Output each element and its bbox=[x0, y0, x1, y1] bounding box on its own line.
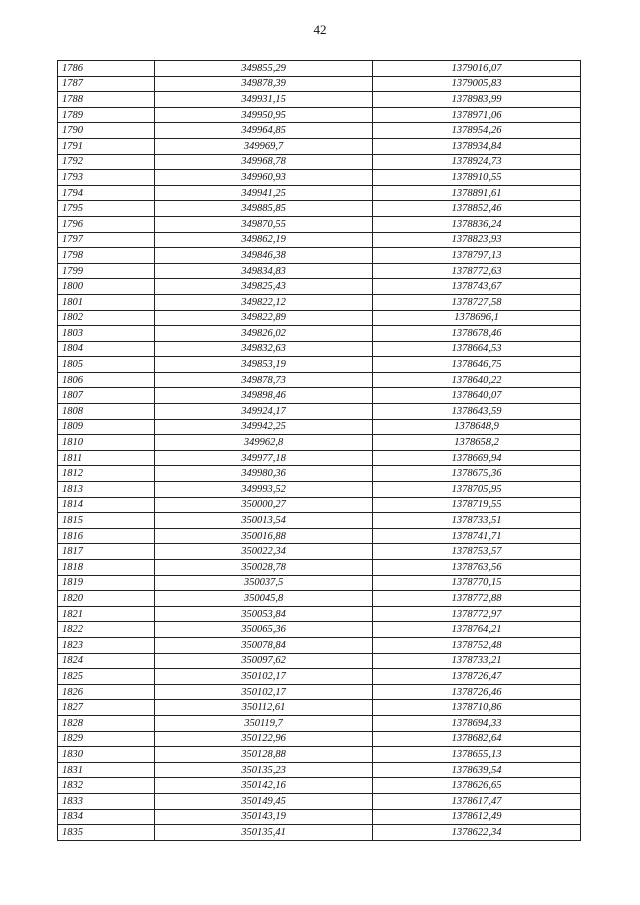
y-coordinate-cell: 1378924,73 bbox=[373, 154, 581, 170]
y-coordinate-cell: 1378797,13 bbox=[373, 248, 581, 264]
table-row bbox=[58, 762, 581, 778]
point-number-cell: 1788 bbox=[58, 92, 155, 108]
point-number-cell: 1819 bbox=[58, 575, 155, 591]
y-coordinate-cell: 1378640,07 bbox=[373, 388, 581, 404]
table-row bbox=[58, 653, 581, 669]
x-coordinate-cell: 349931,15 bbox=[155, 92, 373, 108]
point-number-cell: 1821 bbox=[58, 606, 155, 622]
table-row bbox=[58, 637, 581, 653]
y-coordinate-cell: 1378682,64 bbox=[373, 731, 581, 747]
y-coordinate-cell: 1378612,49 bbox=[373, 809, 581, 825]
x-coordinate-cell: 349822,89 bbox=[155, 310, 373, 326]
x-coordinate-cell: 350097,62 bbox=[155, 653, 373, 669]
y-coordinate-cell: 1378836,24 bbox=[373, 216, 581, 232]
point-number-cell: 1787 bbox=[58, 76, 155, 92]
x-coordinate-cell: 350000,27 bbox=[155, 497, 373, 513]
table-row bbox=[58, 731, 581, 747]
point-number-cell: 1835 bbox=[58, 825, 155, 841]
point-number-cell: 1792 bbox=[58, 154, 155, 170]
table-row bbox=[58, 138, 581, 154]
x-coordinate-cell: 349977,18 bbox=[155, 450, 373, 466]
y-coordinate-cell: 1378772,97 bbox=[373, 606, 581, 622]
x-coordinate-cell: 349870,55 bbox=[155, 216, 373, 232]
x-coordinate-cell: 349898,46 bbox=[155, 388, 373, 404]
table-row bbox=[58, 482, 581, 498]
point-number-cell: 1810 bbox=[58, 435, 155, 451]
y-coordinate-cell: 1378675,36 bbox=[373, 466, 581, 482]
table-row bbox=[58, 793, 581, 809]
table-row bbox=[58, 185, 581, 201]
x-coordinate-cell: 349950,95 bbox=[155, 107, 373, 123]
y-coordinate-cell: 1378726,47 bbox=[373, 669, 581, 685]
x-coordinate-cell: 350112,61 bbox=[155, 700, 373, 716]
point-number-cell: 1796 bbox=[58, 216, 155, 232]
table-row bbox=[58, 778, 581, 794]
y-coordinate-cell: 1379016,07 bbox=[373, 61, 581, 77]
y-coordinate-cell: 1378971,06 bbox=[373, 107, 581, 123]
y-coordinate-cell: 1378617,47 bbox=[373, 793, 581, 809]
table-row bbox=[58, 310, 581, 326]
y-coordinate-cell: 1378934,84 bbox=[373, 138, 581, 154]
table-row bbox=[58, 419, 581, 435]
table-row bbox=[58, 591, 581, 607]
x-coordinate-cell: 350135,41 bbox=[155, 825, 373, 841]
y-coordinate-cell: 1378741,71 bbox=[373, 528, 581, 544]
y-coordinate-cell: 1378770,15 bbox=[373, 575, 581, 591]
x-coordinate-cell: 350128,88 bbox=[155, 747, 373, 763]
table-row bbox=[58, 263, 581, 279]
x-coordinate-cell: 349846,38 bbox=[155, 248, 373, 264]
x-coordinate-cell: 350013,54 bbox=[155, 513, 373, 529]
table-row bbox=[58, 76, 581, 92]
table-row bbox=[58, 279, 581, 295]
y-coordinate-cell: 1378678,46 bbox=[373, 326, 581, 342]
x-coordinate-cell: 349962,8 bbox=[155, 435, 373, 451]
point-number-cell: 1816 bbox=[58, 528, 155, 544]
point-number-cell: 1823 bbox=[58, 637, 155, 653]
table-row bbox=[58, 747, 581, 763]
point-number-cell: 1799 bbox=[58, 263, 155, 279]
point-number-cell: 1830 bbox=[58, 747, 155, 763]
x-coordinate-cell: 349878,39 bbox=[155, 76, 373, 92]
table-row bbox=[58, 575, 581, 591]
y-coordinate-cell: 1378910,55 bbox=[373, 170, 581, 186]
y-coordinate-cell: 1378726,46 bbox=[373, 684, 581, 700]
x-coordinate-cell: 350045,8 bbox=[155, 591, 373, 607]
table-row bbox=[58, 606, 581, 622]
y-coordinate-cell: 1378733,51 bbox=[373, 513, 581, 529]
point-number-cell: 1827 bbox=[58, 700, 155, 716]
y-coordinate-cell: 1379005,83 bbox=[373, 76, 581, 92]
table-row bbox=[58, 326, 581, 342]
table-row bbox=[58, 684, 581, 700]
table-row bbox=[58, 622, 581, 638]
point-number-cell: 1822 bbox=[58, 622, 155, 638]
point-number-cell: 1786 bbox=[58, 61, 155, 77]
point-number-cell: 1800 bbox=[58, 279, 155, 295]
table-row bbox=[58, 513, 581, 529]
point-number-cell: 1789 bbox=[58, 107, 155, 123]
y-coordinate-cell: 1378752,48 bbox=[373, 637, 581, 653]
table-row bbox=[58, 700, 581, 716]
point-number-cell: 1818 bbox=[58, 560, 155, 576]
y-coordinate-cell: 1378764,21 bbox=[373, 622, 581, 638]
point-number-cell: 1791 bbox=[58, 138, 155, 154]
x-coordinate-cell: 350135,23 bbox=[155, 762, 373, 778]
table-row bbox=[58, 92, 581, 108]
x-coordinate-cell: 350078,84 bbox=[155, 637, 373, 653]
point-number-cell: 1807 bbox=[58, 388, 155, 404]
table-row bbox=[58, 61, 581, 77]
table-row bbox=[58, 435, 581, 451]
x-coordinate-cell: 350149,45 bbox=[155, 793, 373, 809]
y-coordinate-cell: 1378622,34 bbox=[373, 825, 581, 841]
table-row bbox=[58, 294, 581, 310]
point-number-cell: 1804 bbox=[58, 341, 155, 357]
point-number-cell: 1798 bbox=[58, 248, 155, 264]
y-coordinate-cell: 1378658,2 bbox=[373, 435, 581, 451]
x-coordinate-cell: 350102,17 bbox=[155, 684, 373, 700]
x-coordinate-cell: 350037,5 bbox=[155, 575, 373, 591]
table-row bbox=[58, 248, 581, 264]
x-coordinate-cell: 349826,02 bbox=[155, 326, 373, 342]
y-coordinate-cell: 1378643,59 bbox=[373, 404, 581, 420]
x-coordinate-cell: 349822,12 bbox=[155, 294, 373, 310]
point-number-cell: 1826 bbox=[58, 684, 155, 700]
point-number-cell: 1828 bbox=[58, 715, 155, 731]
coordinates-table bbox=[57, 60, 581, 841]
x-coordinate-cell: 350122,96 bbox=[155, 731, 373, 747]
y-coordinate-cell: 1378763,56 bbox=[373, 560, 581, 576]
point-number-cell: 1802 bbox=[58, 310, 155, 326]
x-coordinate-cell: 349885,85 bbox=[155, 201, 373, 217]
y-coordinate-cell: 1378727,58 bbox=[373, 294, 581, 310]
table-row bbox=[58, 528, 581, 544]
table-row bbox=[58, 232, 581, 248]
point-number-cell: 1820 bbox=[58, 591, 155, 607]
y-coordinate-cell: 1378640,22 bbox=[373, 372, 581, 388]
x-coordinate-cell: 349853,19 bbox=[155, 357, 373, 373]
table-row bbox=[58, 560, 581, 576]
point-number-cell: 1808 bbox=[58, 404, 155, 420]
y-coordinate-cell: 1378719,55 bbox=[373, 497, 581, 513]
y-coordinate-cell: 1378705,95 bbox=[373, 482, 581, 498]
y-coordinate-cell: 1378648,9 bbox=[373, 419, 581, 435]
y-coordinate-cell: 1378743,67 bbox=[373, 279, 581, 295]
x-coordinate-cell: 349960,93 bbox=[155, 170, 373, 186]
y-coordinate-cell: 1378954,26 bbox=[373, 123, 581, 139]
x-coordinate-cell: 349825,43 bbox=[155, 279, 373, 295]
table-row bbox=[58, 466, 581, 482]
x-coordinate-cell: 350143,19 bbox=[155, 809, 373, 825]
table-row bbox=[58, 170, 581, 186]
table-row bbox=[58, 825, 581, 841]
x-coordinate-cell: 349964,85 bbox=[155, 123, 373, 139]
point-number-cell: 1805 bbox=[58, 357, 155, 373]
x-coordinate-cell: 349855,29 bbox=[155, 61, 373, 77]
table-row bbox=[58, 669, 581, 685]
y-coordinate-cell: 1378694,33 bbox=[373, 715, 581, 731]
y-coordinate-cell: 1378664,53 bbox=[373, 341, 581, 357]
point-number-cell: 1815 bbox=[58, 513, 155, 529]
x-coordinate-cell: 349969,7 bbox=[155, 138, 373, 154]
point-number-cell: 1817 bbox=[58, 544, 155, 560]
x-coordinate-cell: 349832,63 bbox=[155, 341, 373, 357]
x-coordinate-cell: 349941,25 bbox=[155, 185, 373, 201]
x-coordinate-cell: 349993,52 bbox=[155, 482, 373, 498]
x-coordinate-cell: 350119,7 bbox=[155, 715, 373, 731]
y-coordinate-cell: 1378891,61 bbox=[373, 185, 581, 201]
x-coordinate-cell: 349834,83 bbox=[155, 263, 373, 279]
table-row bbox=[58, 450, 581, 466]
point-number-cell: 1794 bbox=[58, 185, 155, 201]
table-row bbox=[58, 216, 581, 232]
point-number-cell: 1813 bbox=[58, 482, 155, 498]
y-coordinate-cell: 1378696,1 bbox=[373, 310, 581, 326]
x-coordinate-cell: 350022,34 bbox=[155, 544, 373, 560]
table-row bbox=[58, 123, 581, 139]
y-coordinate-cell: 1378983,99 bbox=[373, 92, 581, 108]
x-coordinate-cell: 350053,84 bbox=[155, 606, 373, 622]
table-row bbox=[58, 372, 581, 388]
x-coordinate-cell: 349942,25 bbox=[155, 419, 373, 435]
point-number-cell: 1832 bbox=[58, 778, 155, 794]
point-number-cell: 1829 bbox=[58, 731, 155, 747]
y-coordinate-cell: 1378639,54 bbox=[373, 762, 581, 778]
y-coordinate-cell: 1378852,46 bbox=[373, 201, 581, 217]
y-coordinate-cell: 1378772,88 bbox=[373, 591, 581, 607]
table-row bbox=[58, 809, 581, 825]
x-coordinate-cell: 350016,88 bbox=[155, 528, 373, 544]
y-coordinate-cell: 1378669,94 bbox=[373, 450, 581, 466]
x-coordinate-cell: 349924,17 bbox=[155, 404, 373, 420]
point-number-cell: 1834 bbox=[58, 809, 155, 825]
point-number-cell: 1824 bbox=[58, 653, 155, 669]
x-coordinate-cell: 350102,17 bbox=[155, 669, 373, 685]
table-row bbox=[58, 341, 581, 357]
y-coordinate-cell: 1378772,63 bbox=[373, 263, 581, 279]
table-row bbox=[58, 544, 581, 560]
y-coordinate-cell: 1378646,75 bbox=[373, 357, 581, 373]
point-number-cell: 1833 bbox=[58, 793, 155, 809]
table-row bbox=[58, 388, 581, 404]
point-number-cell: 1809 bbox=[58, 419, 155, 435]
point-number-cell: 1831 bbox=[58, 762, 155, 778]
point-number-cell: 1795 bbox=[58, 201, 155, 217]
point-number-cell: 1814 bbox=[58, 497, 155, 513]
point-number-cell: 1801 bbox=[58, 294, 155, 310]
y-coordinate-cell: 1378710,86 bbox=[373, 700, 581, 716]
y-coordinate-cell: 1378626,65 bbox=[373, 778, 581, 794]
x-coordinate-cell: 350142,16 bbox=[155, 778, 373, 794]
y-coordinate-cell: 1378655,13 bbox=[373, 747, 581, 763]
point-number-cell: 1806 bbox=[58, 372, 155, 388]
x-coordinate-cell: 350028,78 bbox=[155, 560, 373, 576]
x-coordinate-cell: 349878,73 bbox=[155, 372, 373, 388]
coordinates-table-body bbox=[58, 61, 581, 841]
point-number-cell: 1790 bbox=[58, 123, 155, 139]
x-coordinate-cell: 349862,19 bbox=[155, 232, 373, 248]
x-coordinate-cell: 349968,78 bbox=[155, 154, 373, 170]
y-coordinate-cell: 1378733,21 bbox=[373, 653, 581, 669]
y-coordinate-cell: 1378753,57 bbox=[373, 544, 581, 560]
x-coordinate-cell: 350065,36 bbox=[155, 622, 373, 638]
table-row bbox=[58, 715, 581, 731]
point-number-cell: 1825 bbox=[58, 669, 155, 685]
point-number-cell: 1811 bbox=[58, 450, 155, 466]
table-row bbox=[58, 497, 581, 513]
table-row bbox=[58, 201, 581, 217]
table-row bbox=[58, 107, 581, 123]
y-coordinate-cell: 1378823,93 bbox=[373, 232, 581, 248]
point-number-cell: 1797 bbox=[58, 232, 155, 248]
table-row bbox=[58, 404, 581, 420]
page-number: 42 bbox=[313, 22, 327, 37]
table-row bbox=[58, 357, 581, 373]
point-number-cell: 1812 bbox=[58, 466, 155, 482]
point-number-cell: 1793 bbox=[58, 170, 155, 186]
x-coordinate-cell: 349980,36 bbox=[155, 466, 373, 482]
table-row bbox=[58, 154, 581, 170]
point-number-cell: 1803 bbox=[58, 326, 155, 342]
